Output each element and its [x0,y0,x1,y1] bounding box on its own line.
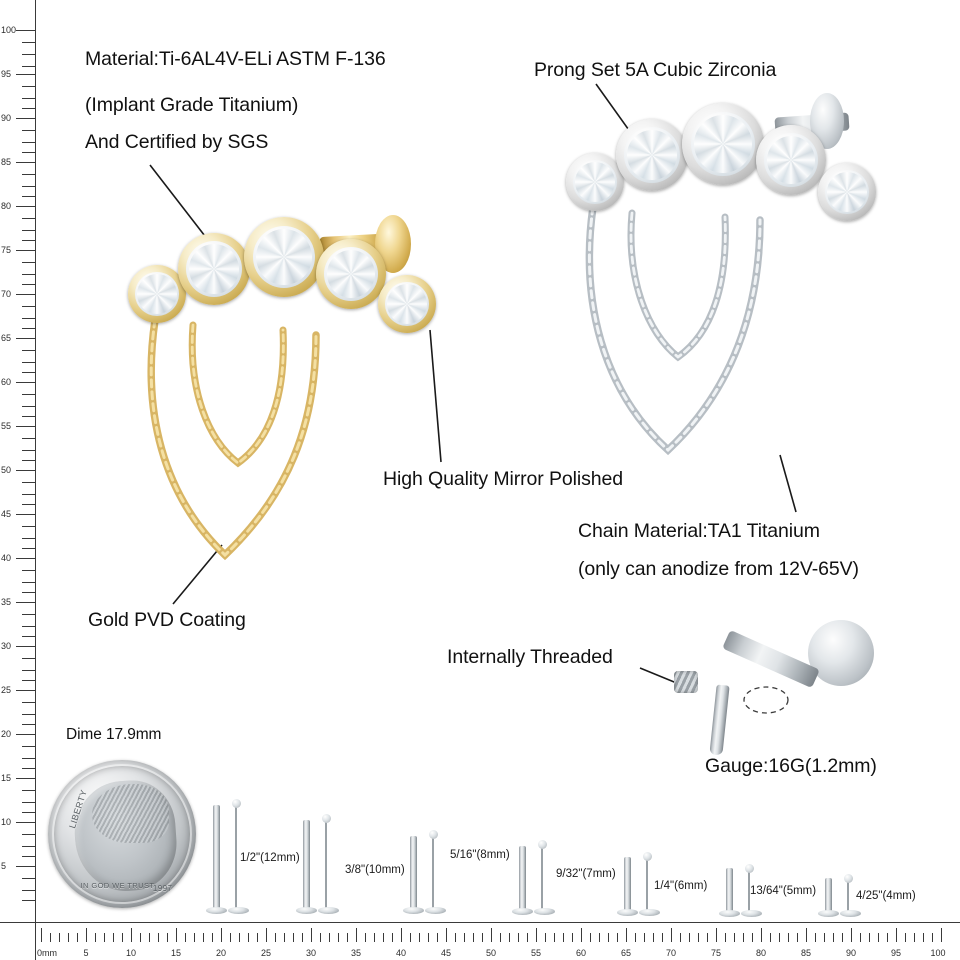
annotation-material-line3: And Certified by SGS [85,131,269,153]
v-tick-label: 35 [1,597,12,607]
annotation-internally-threaded: Internally Threaded [447,646,613,668]
h-tick-label: 10 [125,948,137,958]
sample-base [512,908,533,915]
annotation-dime: Dime 17.9mm [66,726,162,743]
h-tick-label: 80 [755,948,767,958]
sample-base [719,910,740,917]
h-tick-label: 30 [305,948,317,958]
sample-measure-base [228,907,249,914]
sample-base [296,907,317,914]
v-tick-label: 20 [1,729,12,739]
sample-top-ball [538,840,547,849]
sample-shaft [303,820,310,911]
h-tick-label: 90 [845,948,857,958]
sample-measure-line [432,836,434,911]
sample-shaft [213,805,220,911]
labret-bar [722,630,820,688]
h-tick-label: 95 [890,948,902,958]
v-tick-label: 75 [1,245,12,255]
h-tick-label: 70 [665,948,677,958]
size-label-7mm: 9/32"(7mm) [556,868,616,880]
h-tick-label: 60 [575,948,587,958]
size-label-6mm: 1/4"(6mm) [654,880,708,892]
v-tick-label: 70 [1,289,12,299]
sample-shaft [825,878,832,912]
gold-gem-4 [316,239,386,309]
h-tick-label: 25 [260,948,272,958]
annotation-material-line2: (Implant Grade Titanium) [85,94,299,116]
v-tick-label: 100 [1,25,17,35]
h-tick-label: 35 [350,948,362,958]
sample-measure-base [425,907,446,914]
h-tick-label: 100 [930,948,946,958]
annotation-gauge: Gauge:16G(1.2mm) [705,755,877,777]
sample-measure-base [741,910,762,917]
annotation-material-line1: Material:Ti-6AL4V-ELi ASTM F-136 [85,48,386,70]
size-label-4mm: 4/25"(4mm) [856,890,916,902]
sample-top-ball [429,830,438,839]
h-tick-label: 45 [440,948,452,958]
sample-shaft [519,846,526,911]
dime-liberty-text: LIBERTY [67,788,90,831]
size-label-10mm: 3/8"(10mm) [345,864,405,876]
v-tick-label: 85 [1,157,12,167]
v-tick-label: 80 [1,201,12,211]
sample-top-ball [745,864,754,873]
h-tick-label: 65 [620,948,632,958]
sample-top-ball [232,799,241,808]
v-tick-label: 45 [1,509,12,519]
h-tick-label: 5 [83,948,89,958]
sample-measure-base [840,910,861,917]
silver-gem-1 [566,153,624,211]
sample-base [617,909,638,916]
sample-top-ball [643,852,652,861]
dime-year-text: 1997 [152,884,173,894]
silver-gem-2 [616,119,688,191]
h-tick-label: 0mm [37,948,57,958]
threaded-screw-icon [674,671,698,693]
v-tick-label: 50 [1,465,12,475]
sample-measure-base [534,908,555,915]
v-tick-label: 95 [1,69,12,79]
silver-chain-earring [560,85,890,475]
sample-shaft [624,857,631,912]
v-tick-label: 90 [1,113,12,123]
v-tick-label: 60 [1,377,12,387]
sample-measure-line [847,878,849,912]
annotation-mirror-polished: High Quality Mirror Polished [383,468,623,490]
h-tick-label: 85 [800,948,812,958]
v-tick-label: 55 [1,421,12,431]
size-label-5mm: 13/64"(5mm) [750,885,817,897]
sample-base [403,907,424,914]
sample-measure-line [541,846,543,911]
gold-gem-5 [378,275,436,333]
gold-chain-earring [120,195,440,575]
silver-gem-3 [682,103,764,185]
gold-gem-2 [178,233,250,305]
annotation-chain-material-line2: (only can anodize from 12V-65V) [578,558,859,580]
labret-flat-disc [808,620,874,686]
sample-measure-base [318,907,339,914]
v-tick-label: 65 [1,333,12,343]
v-tick-label: 40 [1,553,12,563]
h-tick-label: 15 [170,948,182,958]
annotation-gold-pvd: Gold PVD Coating [88,609,246,631]
v-tick-label: 30 [1,641,12,651]
labret-post-demo [660,615,890,760]
sample-top-ball [322,814,331,823]
sample-top-ball [844,874,853,883]
sample-base [206,907,227,914]
v-tick-label: 25 [1,685,12,695]
sample-base [818,910,839,917]
dime-hair-detail [92,784,169,843]
dime-coin [48,760,196,908]
silver-gem-5 [818,163,876,221]
size-sample-7mm [512,840,572,925]
v-tick-label: 10 [1,817,12,827]
sample-measure-line [235,805,237,911]
h-tick-label: 75 [710,948,722,958]
sample-measure-base [639,909,660,916]
size-label-8mm: 5/16"(8mm) [450,849,510,861]
h-tick-label: 50 [485,948,497,958]
size-label-12mm: 1/2"(12mm) [240,852,300,864]
h-tick-label: 20 [215,948,227,958]
h-tick-label: 55 [530,948,542,958]
annotation-chain-material-line1: Chain Material:TA1 Titanium [578,520,820,542]
dime-motto-text: IN GOD WE TRUST [80,881,155,891]
silver-gem-4 [756,125,826,195]
v-tick-label: 5 [1,861,7,871]
v-tick-label: 15 [1,773,12,783]
sample-measure-line [646,857,648,912]
size-sample-8mm [403,829,463,924]
gold-gem-1 [128,265,186,323]
labret-shaft [709,685,729,756]
gold-gem-3 [244,217,324,297]
h-tick-label: 40 [395,948,407,958]
annotation-prong-set: Prong Set 5A Cubic Zirconia [534,59,777,81]
sample-measure-line [325,820,327,911]
sample-shaft [410,836,417,911]
sample-shaft [726,868,733,912]
